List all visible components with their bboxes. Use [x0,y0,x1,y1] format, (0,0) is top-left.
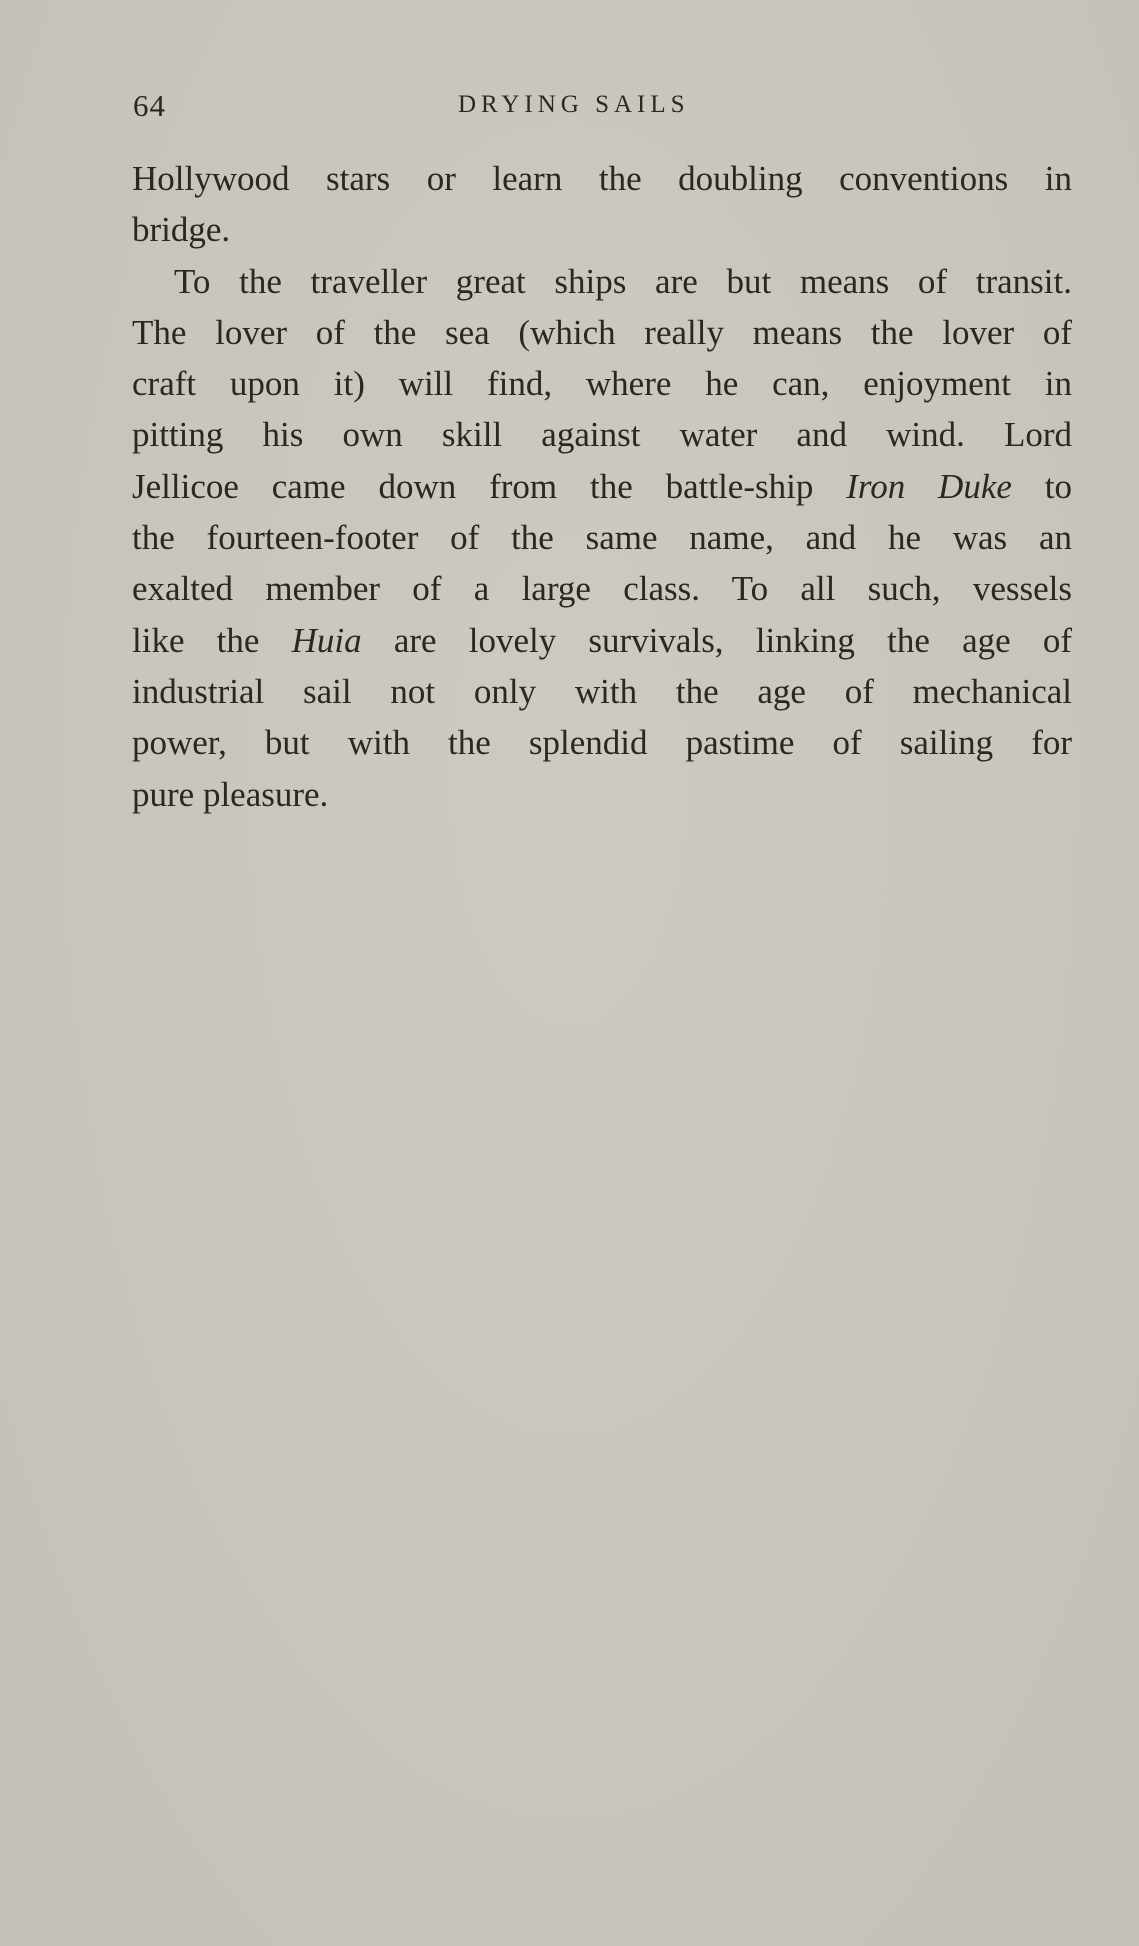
text-line: the fourteen-footer of the same name, and he was an [132,518,1072,558]
text-line [132,461,1072,512]
ship-name-italic: Huia [291,620,362,660]
text-line: craft upon it) will find, where he can, enjoyment in [132,364,1072,404]
text-segment: to [1011,466,1072,506]
text-line: bridge. [132,210,231,250]
body-text [132,153,1072,820]
running-head [133,88,1073,132]
text-line: power, but with the splendid pastime of sailing for [132,723,1072,763]
text-line: To the traveller great ships are but means of transit. [174,261,1072,301]
text-line: pitting his own skill against water and wind. Lord [132,415,1072,455]
text-line: The lover of the sea (which really means the lover of [132,312,1072,352]
text-segment: are lovely survivals, linking the age of [361,620,1072,660]
text-line: Hollywood stars or learn the doubling conventions in [132,159,1072,198]
page-number: 64 [133,88,166,123]
text-line: pure pleasure. [132,774,329,814]
text-line: exalted member of a large class. To all such, vessels [132,569,1072,609]
text-line: industrial sail not only with the age of mechanical [132,671,1072,711]
running-title: DRYING SAILS [458,91,690,118]
ship-name-italic: Iron Duke [846,466,1012,506]
text-segment: Jellicoe came down from the battle-ship [132,466,847,506]
text-line [132,615,1072,666]
text-segment: like the [132,620,292,660]
